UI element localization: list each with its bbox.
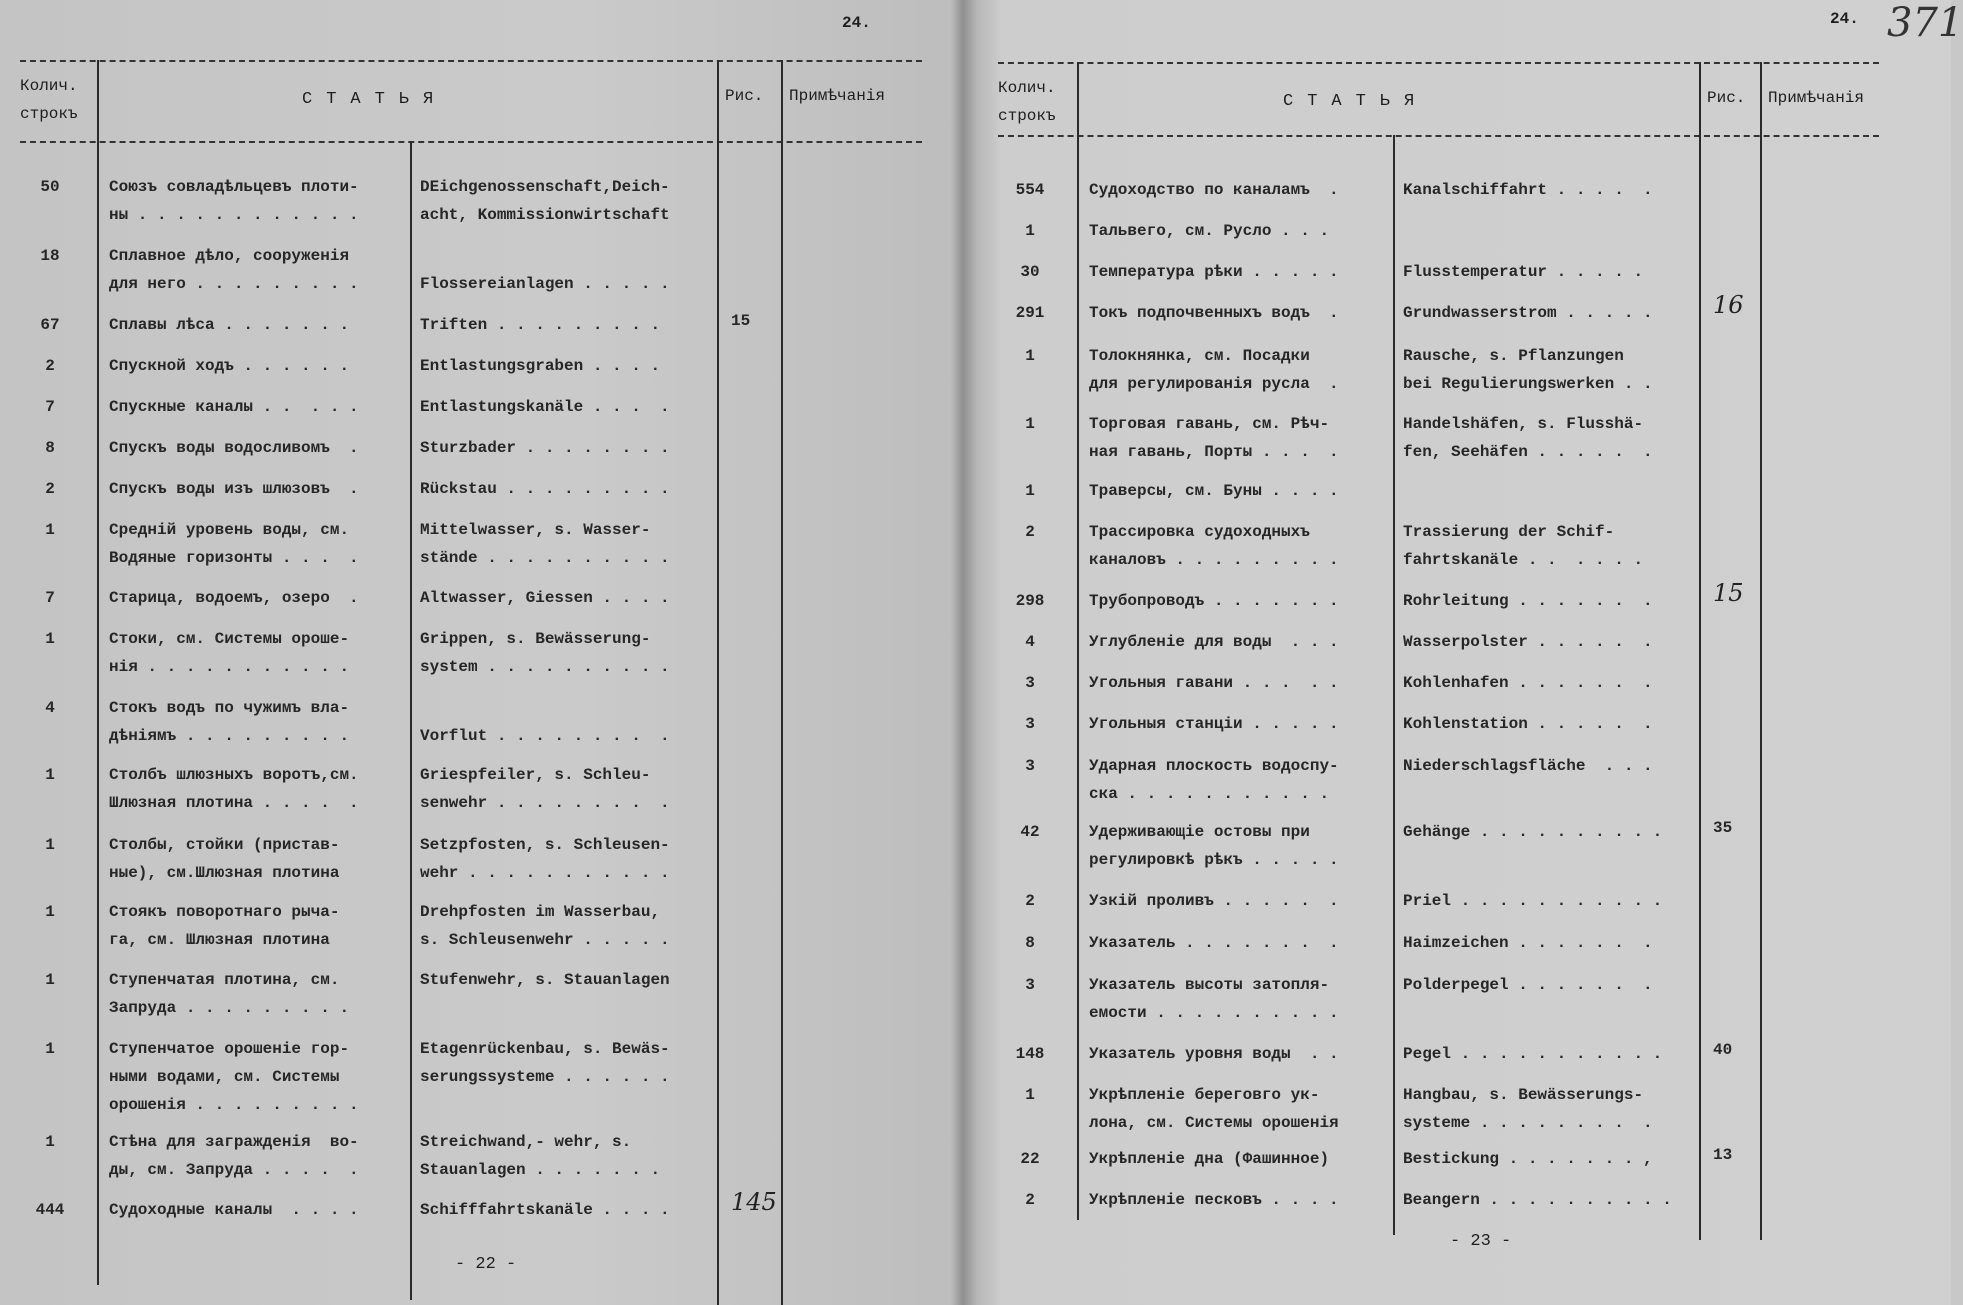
page-number: - 23 - — [1450, 1232, 1512, 1251]
row-article-ru: Союзъ совладѣльцевъ плоти- — [109, 178, 359, 196]
book-gutter — [950, 0, 976, 1305]
table-row — [962, 1145, 1879, 1168]
table-row — [0, 516, 922, 567]
row-qty: 298 — [1015, 592, 1045, 610]
header-top-rule — [998, 62, 1879, 64]
row-article-de: Entlastungskanäle . . . . — [420, 398, 670, 416]
table-row — [0, 625, 922, 676]
row-article-de: Griespfeiler, s. Schleu- — [420, 766, 651, 784]
row-article-ru: для регулированiя русла . — [1089, 375, 1339, 393]
row-article-ru: Шлюзная плотина . . . . . — [109, 794, 359, 812]
row-article-ru: Траверсы, см. Буны . . . . — [1089, 482, 1339, 500]
row-article-ru: Столбъ шлюзныхъ воротъ,см. — [109, 766, 359, 784]
row-qty: 67 — [40, 316, 60, 334]
table-row — [0, 966, 922, 1017]
table-row — [962, 669, 1879, 692]
row-article-de: fen, Seehäfen . . . . . . — [1403, 443, 1653, 461]
archive-stamp-number: 371 — [1887, 0, 1963, 46]
row-article-ru: Трубопроводъ . . . . . . . — [1089, 592, 1339, 610]
row-figure-number: 35 — [1713, 819, 1733, 837]
row-article-de: Sturzbader . . . . . . . . — [420, 439, 670, 457]
row-article-ru: Спускъ воды изъ шлюзовъ . — [109, 480, 359, 498]
table-row — [962, 518, 1879, 569]
row-qty: 1 — [45, 630, 55, 648]
top-page-number: 24. — [1830, 10, 1859, 28]
row-article-de: Flusstemperatur . . . . . — [1403, 263, 1644, 281]
row-article-de: Hangbau, s. Bewässerungs- — [1403, 1086, 1644, 1104]
row-article-ru: Водяные горизонты . . . . — [109, 549, 359, 567]
row-article-ru: ска . . . . . . . . . . . — [1089, 785, 1330, 803]
row-article-de: Gehänge . . . . . . . . . . — [1403, 823, 1663, 841]
table-row — [962, 887, 1879, 910]
row-article-ru: регулировкѣ рѣкъ . . . . . — [1089, 851, 1339, 869]
row-article-ru: Запруда . . . . . . . . . — [109, 999, 350, 1017]
top-page-number: 24. — [842, 14, 871, 32]
row-article-ru: Стокъ водъ по чужимъ вла- — [109, 699, 350, 717]
table-row — [962, 291, 1879, 322]
row-qty: 1 — [1025, 1086, 1035, 1104]
row-qty: 148 — [1015, 1045, 1045, 1063]
row-article-ru: Старица, водоемъ, озеро . — [109, 589, 359, 607]
row-article-ru: Торговая гавань, см. Рѣч- — [1089, 415, 1330, 433]
table-row — [0, 393, 922, 416]
row-qty: 1 — [1025, 347, 1035, 365]
row-article-ru: Толокнянка, см. Посадки — [1089, 347, 1310, 365]
row-article-ru: дѣнiямъ . . . . . . . . . — [109, 727, 350, 745]
row-article-de: Stauanlagen . . . . . . . — [420, 1161, 661, 1179]
table-row — [962, 1186, 1879, 1209]
row-qty: 2 — [1025, 523, 1035, 541]
article-split-line — [1393, 135, 1395, 1235]
article-split-line — [410, 141, 412, 1300]
row-article-ru: Стѣна для загражденiя во- — [109, 1133, 359, 1151]
row-qty: 2 — [45, 357, 55, 375]
row-article-de: fahrtskanäle . . . . . . — [1403, 551, 1644, 569]
row-article-ru: Судоходные каналы . . . . — [109, 1201, 359, 1219]
row-qty: 7 — [45, 589, 55, 607]
table-row — [962, 579, 1879, 610]
notes-column-line — [1760, 62, 1762, 1240]
row-article-ru: Узкiй проливъ . . . . . . — [1089, 892, 1339, 910]
row-article-ru: каналовъ . . . . . . . . . — [1089, 551, 1339, 569]
table-row — [962, 1040, 1879, 1063]
row-qty: 1 — [45, 903, 55, 921]
row-qty: 1 — [45, 1133, 55, 1151]
table-row — [962, 971, 1879, 1022]
row-article-de: Trassierung der Schif- — [1403, 523, 1615, 541]
row-qty: 1 — [45, 971, 55, 989]
row-qty: 8 — [45, 439, 55, 457]
row-article-de: DEichgenossenschaft,Deich- — [420, 178, 670, 196]
table-row — [962, 342, 1879, 393]
header-qty-line2: строкъ — [20, 105, 78, 123]
table-row — [0, 1128, 922, 1179]
row-article-ru: Тальвего, см. Русло . . . — [1089, 222, 1330, 240]
table-row — [0, 1188, 922, 1219]
table-row — [962, 929, 1879, 952]
row-figure-number: 13 — [1713, 1146, 1733, 1164]
row-article-ru: Стоякъ поворотнаго рыча- — [109, 903, 340, 921]
row-article-ru: Столбы, стойки (пристав- — [109, 836, 340, 854]
row-article-ru: Стоки, см. Системы ороше- — [109, 630, 350, 648]
table-row — [0, 173, 922, 224]
table-row — [962, 258, 1879, 281]
table-row — [0, 352, 922, 375]
row-article-de: s. Schleusenwehr . . . . . — [420, 931, 670, 949]
row-article-ru: Укрѣпленiе береговго ук- — [1089, 1086, 1320, 1104]
row-article-de: Priel . . . . . . . . . . . — [1403, 892, 1663, 910]
row-article-de: senwehr . . . . . . . . . — [420, 794, 670, 812]
row-article-ru: Укрѣпленiе песковъ . . . . — [1089, 1191, 1339, 1209]
header-bottom-rule — [998, 135, 1879, 137]
page-number: - 22 - — [455, 1255, 517, 1274]
right-page — [962, 0, 1963, 1305]
row-qty: 1 — [45, 521, 55, 539]
row-article-de: Wasserpolster . . . . . . — [1403, 633, 1653, 651]
row-qty: 554 — [1015, 181, 1045, 199]
row-qty: 8 — [1025, 934, 1035, 952]
row-article-de: Flossereianlagen . . . . . — [420, 275, 670, 293]
row-article-de: Setzpfosten, s. Schleusen- — [420, 836, 670, 854]
table-row — [0, 242, 922, 293]
row-article-ru: Сплавы лѣса . . . . . . . — [109, 316, 350, 334]
row-qty: 1 — [45, 836, 55, 854]
header-article: СТАТЬЯ — [302, 90, 448, 109]
row-figure-number: 145 — [731, 1188, 777, 1216]
row-qty: 1 — [45, 1040, 55, 1058]
row-article-de: Triften . . . . . . . . . — [420, 316, 661, 334]
table-row — [0, 434, 922, 457]
row-article-ru: ными водами, см. Системы — [109, 1068, 340, 1086]
row-article-ru: лона, см. Системы орошенiя — [1089, 1114, 1339, 1132]
table-row — [0, 831, 922, 882]
table-row — [0, 475, 922, 498]
fig-column-line — [1699, 62, 1701, 1240]
row-article-de: Streichwand,- wehr, s. — [420, 1133, 632, 1151]
row-qty: 18 — [40, 247, 60, 265]
header-article: СТАТЬЯ — [1283, 92, 1429, 111]
row-article-ru: Указатель . . . . . . . . — [1089, 934, 1339, 952]
header-notes: Примѣчанія — [789, 87, 886, 105]
row-article-de: bei Regulierungswerken . . — [1403, 375, 1653, 393]
row-qty: 3 — [1025, 757, 1035, 775]
row-article-ru: для него . . . . . . . . . — [109, 275, 359, 293]
table-row — [0, 694, 922, 745]
row-article-ru: Спускные каналы . . . . . — [109, 398, 359, 416]
fig-column-line — [717, 60, 719, 1305]
row-article-ru: орошенiя . . . . . . . . . — [109, 1096, 359, 1114]
row-qty: 291 — [1015, 304, 1045, 322]
row-article-de: Grippen, s. Bewässerung- — [420, 630, 651, 648]
row-article-ru: Удерживающiе остовы при — [1089, 823, 1310, 841]
qty-column-line — [1077, 62, 1079, 1220]
row-article-de: Polderpegel . . . . . . . — [1403, 976, 1653, 994]
row-article-ru: ны . . . . . . . . . . . . — [109, 206, 359, 224]
row-article-de: Kohlenstation . . . . . . — [1403, 715, 1653, 733]
row-qty: 3 — [1025, 674, 1035, 692]
row-qty: 22 — [1020, 1150, 1040, 1168]
row-article-de: systeme . . . . . . . . . — [1403, 1114, 1653, 1132]
row-article-de: Niederschlagsfläche . . . — [1403, 757, 1653, 775]
row-article-de: Kohlenhafen . . . . . . . — [1403, 674, 1653, 692]
row-article-de: Rausche, s. Pflanzungen — [1403, 347, 1624, 365]
table-row — [962, 410, 1879, 461]
row-qty: 7 — [45, 398, 55, 416]
row-article-de: Schifffahrtskanäle . . . . — [420, 1201, 670, 1219]
row-article-ru: га, см. Шлюзная плотина — [109, 931, 330, 949]
table-row — [0, 761, 922, 812]
row-article-de: Rohrleitung . . . . . . . — [1403, 592, 1653, 610]
table-row — [962, 818, 1879, 869]
row-article-ru: Углубленiе для воды . . . — [1089, 633, 1339, 651]
row-article-de: Beangern . . . . . . . . . . — [1403, 1191, 1672, 1209]
table-row — [962, 477, 1879, 500]
row-article-ru: Среднiй уровень воды, см. — [109, 521, 350, 539]
row-article-de: Grundwasserstrom . . . . . — [1403, 304, 1653, 322]
header-qty-line1: Колич. — [998, 79, 1056, 97]
table-row — [0, 584, 922, 607]
table-row — [962, 628, 1879, 651]
row-article-de: system . . . . . . . . . . — [420, 658, 670, 676]
row-qty: 2 — [45, 480, 55, 498]
row-qty: 42 — [1020, 823, 1040, 841]
row-article-de: Vorflut . . . . . . . . . — [420, 727, 670, 745]
header-qty-line1: Колич. — [20, 77, 78, 95]
row-article-ru: Токъ подпочвенныхъ водъ . — [1089, 304, 1339, 322]
table-row — [962, 752, 1879, 803]
row-article-de: stände . . . . . . . . . . — [420, 549, 670, 567]
row-article-ru: ные), см.Шлюзная плотина — [109, 864, 340, 882]
row-article-ru: Спускъ воды водосливомъ . — [109, 439, 359, 457]
row-article-de: Kanalschiffahrt . . . . . — [1403, 181, 1653, 199]
row-article-de: Mittelwasser, s. Wasser- — [420, 521, 651, 539]
row-article-de: Drehpfosten im Wasserbau, — [420, 903, 661, 921]
row-figure-number: 16 — [1713, 291, 1744, 319]
row-article-de: Haimzeichen . . . . . . . — [1403, 934, 1653, 952]
row-article-ru: Указатель высоты затопля- — [1089, 976, 1330, 994]
row-article-ru: Спускной ходъ . . . . . . — [109, 357, 350, 375]
row-article-de: Bestickung . . . . . . . , — [1403, 1150, 1653, 1168]
row-qty: 3 — [1025, 715, 1035, 733]
row-qty: 2 — [1025, 892, 1035, 910]
row-article-de: Pegel . . . . . . . . . . . — [1403, 1045, 1663, 1063]
header-qty-line2: строкъ — [998, 107, 1056, 125]
row-article-de: Rückstau . . . . . . . . . — [420, 480, 670, 498]
row-article-ru: Указатель уровня воды . . — [1089, 1045, 1339, 1063]
row-qty: 3 — [1025, 976, 1035, 994]
row-article-ru: Угольныя гавани . . . . . — [1089, 674, 1339, 692]
row-qty: 444 — [35, 1201, 65, 1219]
table-row — [962, 710, 1879, 733]
table-row — [962, 217, 1879, 240]
row-article-de: Etagenrückenbau, s. Bewäs- — [420, 1040, 670, 1058]
row-article-de: acht, Kommissionwirtschaft — [420, 206, 670, 224]
row-qty: 1 — [1025, 415, 1035, 433]
notes-column-line — [781, 60, 783, 1305]
qty-column-line — [97, 60, 99, 1285]
row-article-de: Handelshäfen, s. Flusshä- — [1403, 415, 1644, 433]
header-bottom-rule — [20, 141, 922, 143]
row-article-ru: Ступенчатое орошенiе гор- — [109, 1040, 350, 1058]
row-qty: 2 — [1025, 1191, 1035, 1209]
table-row — [0, 311, 922, 334]
row-figure-number: 40 — [1713, 1041, 1733, 1059]
row-qty: 30 — [1020, 263, 1040, 281]
row-article-de: Altwasser, Giessen . . . . — [420, 589, 670, 607]
row-article-de: wehr . . . . . . . . . . . — [420, 864, 670, 882]
row-article-ru: емости . . . . . . . . . . — [1089, 1004, 1339, 1022]
row-article-ru: ды, см. Запруда . . . . . — [109, 1161, 359, 1179]
row-qty: 1 — [1025, 222, 1035, 240]
row-figure-number: 15 — [731, 312, 751, 330]
header-notes: Примѣчанія — [1768, 89, 1865, 107]
left-page — [0, 0, 962, 1305]
row-qty: 1 — [1025, 482, 1035, 500]
row-article-ru: Сплавное дѣло, сооруженія — [109, 247, 350, 265]
row-article-ru: нiя . . . . . . . . . . . — [109, 658, 350, 676]
row-article-ru: Судоходство по каналамъ . — [1089, 181, 1339, 199]
header-fig: Рис. — [1707, 89, 1746, 107]
row-article-de: Stufenwehr, s. Stauanlagen — [420, 971, 670, 989]
row-article-ru: Ступенчатая плотина, см. — [109, 971, 340, 989]
row-article-ru: Укрѣпленiе дна (Фашинное) — [1089, 1150, 1330, 1168]
row-article-ru: ная гавань, Порты . . . . — [1089, 443, 1339, 461]
table-row — [0, 898, 922, 949]
row-qty: 4 — [1025, 633, 1035, 651]
row-article-ru: Температура рѣки . . . . . — [1089, 263, 1339, 281]
row-qty: 4 — [45, 699, 55, 717]
row-qty: 1 — [45, 766, 55, 784]
row-article-de: Entlastungsgraben . . . . — [420, 357, 661, 375]
row-article-de: serungssysteme . . . . . . — [420, 1068, 670, 1086]
table-row — [962, 1081, 1879, 1132]
header-top-rule — [20, 60, 922, 62]
row-article-ru: Трассировка судоходныхъ — [1089, 523, 1310, 541]
row-figure-number: 15 — [1713, 579, 1744, 607]
table-row — [0, 1035, 922, 1114]
table-row — [962, 176, 1879, 199]
row-qty: 50 — [40, 178, 60, 196]
row-article-ru: Ударная плоскость водоспу- — [1089, 757, 1339, 775]
row-article-ru: Угольныя станцiи . . . . . — [1089, 715, 1339, 733]
header-fig: Рис. — [725, 87, 764, 105]
